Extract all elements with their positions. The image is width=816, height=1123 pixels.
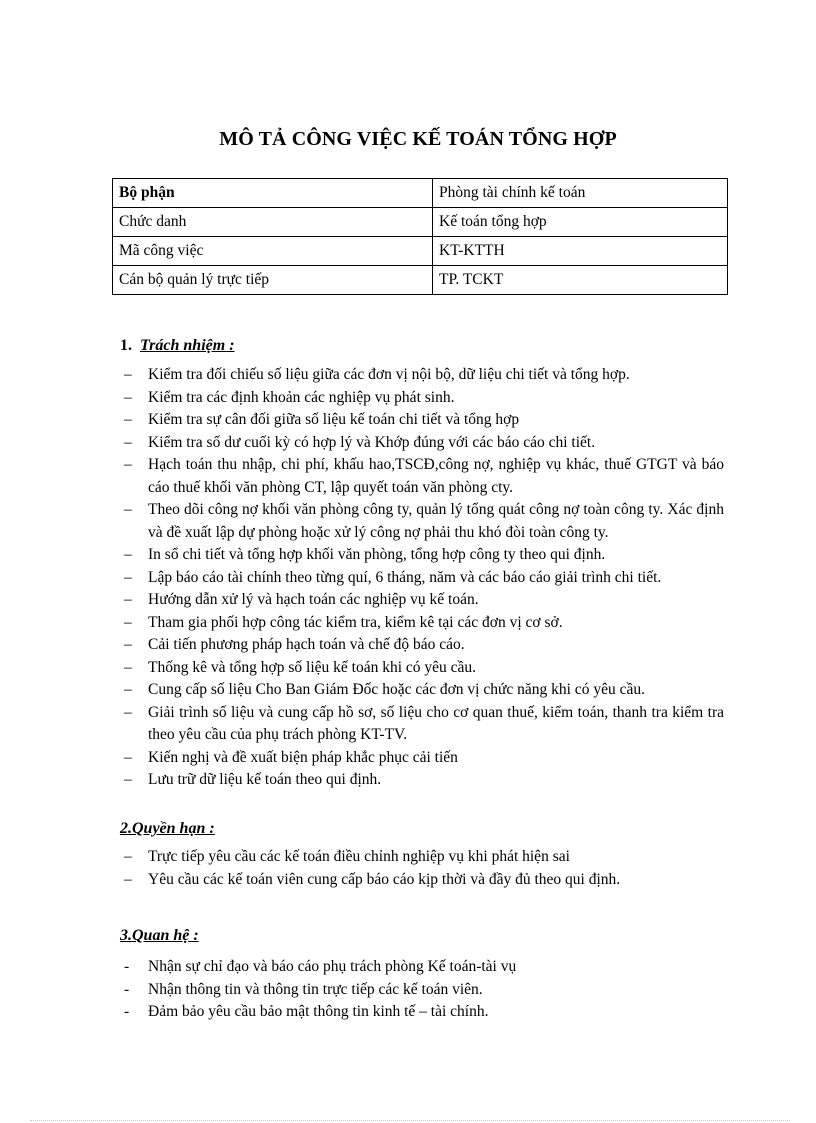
dash-bullet: – [124,870,132,888]
dash-bullet: – [124,546,132,563]
dash-bullet: – [124,681,132,698]
list-item [118,432,724,455]
page-bottom-divider [30,1120,790,1121]
section-title: Quan hệ : [132,927,199,944]
list-item [118,702,724,747]
table-label: Chức danh [113,208,433,237]
responsibilities-list [118,364,724,792]
table-row [113,208,728,237]
list-item [118,409,724,432]
list-item-text: Tham gia phối hợp công tác kiểm tra, kiểm kê tại các đơn vị cơ sở. [148,613,563,631]
dash-bullet: – [124,456,132,473]
table-label: Mã công việc [113,237,433,266]
list-item-text: Thống kê và tổng hợp số liệu kế toán khi có yêu cầu. [148,658,477,676]
dash-bullet: – [124,771,132,788]
table-value: KT-KTTH [433,237,728,266]
section-number: 2. [120,820,132,837]
list-item [118,747,724,770]
dash-bullet: – [124,411,132,428]
list-item-text: Giải trình số liệu và cung cấp hồ sơ, số liệu cho cơ quan thuế, kiểm toán, thanh tra kiểm tra theo yêu cầu của phụ trách phòng KT-TV. [148,703,724,743]
table-label: Cán bộ quản lý trực tiếp [113,266,433,295]
dash-bullet: – [124,591,132,608]
list-item-text: Kiến nghị và đề xuất biện pháp khắc phục cải tiến [148,748,458,766]
list-item-text: Cung cấp số liệu Cho Ban Giám Đốc hoặc các đơn vị chức năng khi có yêu cầu. [148,681,645,698]
list-item-text: Kiểm tra đối chiếu số liệu giữa các đơn vị nội bộ, dữ liệu chi tiết và tổng hợp. [148,366,630,383]
table-label: Bộ phận [113,179,433,208]
list-item-text: Nhận thông tin và thông tin trực tiếp các kế toán viên. [148,980,483,998]
list-item-text: In sổ chi tiết và tổng hợp khối văn phòng, tổng hợp công ty theo qui định. [148,546,606,563]
section-title: Trách nhiệm : [140,337,235,354]
dash-bullet: – [124,748,132,766]
list-item-text: Nhận sự chỉ đạo và báo cáo phụ trách phòng Kế toán-tài vụ [148,958,517,975]
dash-bullet: – [124,636,132,653]
dash-bullet: – [124,613,132,631]
table-value: Phòng tài chính kế toán [433,179,728,208]
list-item [118,869,724,892]
table-value: Kế toán tổng hợp [433,208,728,237]
section-heading-relations [120,927,199,945]
dash-bullet: – [124,501,132,518]
dash-bullet: - [124,980,130,998]
list-item-text: Hạch toán thu nhập, chi phí, khấu hao,TSCĐ,công nợ, nghiệp vụ khác, thuế GTGT và báo cáo thuế khối văn phòng CT, lập quyết toán văn phòng cty. [148,456,724,496]
list-item [118,499,724,544]
list-item [118,544,724,567]
list-item [118,634,724,657]
job-info-table [112,178,728,295]
table-row [113,266,728,295]
list-item-text: Theo dõi công nợ khối văn phòng công ty, quản lý tổng quát công nợ toàn công ty. Xác định và đề xuất lập dự phòng hoặc xử lý công nợ phải thu khó đòi toàn công ty. [148,501,724,541]
dash-bullet: – [124,703,132,721]
section-heading-responsibilities [120,337,235,355]
dash-bullet: – [124,388,132,406]
list-item [118,387,724,410]
authority-list [118,846,724,891]
list-item [118,364,724,387]
list-item-text: Kiểm tra các định khoản các nghiệp vụ phát sinh. [148,388,455,406]
dash-bullet: - [124,1003,130,1020]
list-item-text: Hướng dẫn xử lý và hạch toán các nghiệp vụ kế toán. [148,591,479,608]
section-heading-authority [120,820,215,838]
list-item [118,657,724,680]
relations-list [118,956,724,1024]
dash-bullet: – [124,658,132,676]
list-item [118,679,724,702]
dash-bullet: – [124,848,132,865]
dash-bullet: – [124,433,132,451]
list-item [118,769,724,792]
dash-bullet: - [124,958,130,975]
list-item-text: Kiểm tra số dư cuối kỳ có hợp lý và Khớp đúng với các báo cáo chi tiết. [148,433,596,451]
list-item-text: Đảm bảo yêu cầu bảo mật thông tin kinh tế – tài chính. [148,1003,489,1020]
list-item-text: Yêu cầu các kế toán viên cung cấp báo cáo kịp thời và đầy đủ theo qui định. [148,870,621,888]
list-item-text: Trực tiếp yêu cầu các kế toán điều chỉnh nghiệp vụ khi phát hiện sai [148,848,570,865]
list-item-text: Cải tiến phương pháp hạch toán và chế độ báo cáo. [148,636,465,653]
list-item [118,1001,724,1024]
section-number: 1. [120,337,132,354]
list-item [118,956,724,979]
list-item [118,567,724,590]
dash-bullet: – [124,568,132,586]
list-item-text: Kiểm tra sự cân đối giữa số liệu kế toán chi tiết và tổng hợp [148,411,520,428]
section-number: 3. [120,927,132,944]
list-item [118,979,724,1002]
list-item-text: Lập báo cáo tài chính theo từng quí, 6 tháng, năm và các báo cáo giải trình chi tiết. [148,568,662,586]
table-value: TP. TCKT [433,266,728,295]
dash-bullet: – [124,366,132,383]
table-row [113,179,728,208]
section-title: Quyền hạn : [132,820,215,837]
page-title: MÔ TẢ CÔNG VIỆC KẾ TOÁN TỔNG HỢP [219,128,617,150]
list-item [118,589,724,612]
list-item-text: Lưu trữ dữ liệu kế toán theo qui định. [148,771,382,788]
list-item [118,612,724,635]
table-row [113,237,728,266]
list-item [118,846,724,869]
list-item [118,454,724,499]
